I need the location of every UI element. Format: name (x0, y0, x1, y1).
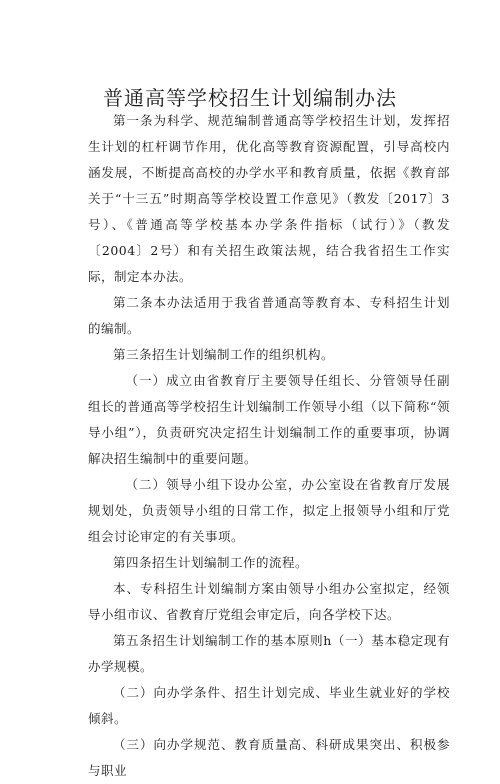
article-1-paragraph: 第一条为科学、规范编制普通高等学校招生计划，发挥招生计划的杠杆调节作用，优化高等教育资源配置，引导高校内涵发展，不断提高高校的办学水平和教育质量，依据《教育部关于“十三五”时期高等学校设置工作意见》（教发〔2017〕3号）、《普通高等学校基本办学条件指标（试行）》（教发〔2004〕2号）和有关招生政策法规，结合我省招生工作实际，制定本办法。 (88, 113, 450, 284)
article-3-paragraph: 第三条招生计划编制工作的组织机构。 (113, 347, 335, 362)
article-3-item-2: （二）领导小组下设办公室，办公室设在省教育厅发展规划处，负责领导小组的日常工作，拟定上报领导小组和厅党组会讨论审定的有关事项。 (88, 477, 450, 544)
article-4-paragraph: 第四条招生计划编制工作的流程。 (113, 555, 309, 570)
article-5-item-2: （二）向办学条件、招生计划完成、毕业生就业好的学校倾斜。 (88, 685, 450, 726)
article-3-item-1: （一）成立由省教育厅主要领导任组长、分管领导任副组长的普通高等学校招生计划编制工作领导小组（以下简称“领导小组”），负责研究决定招生计划编制工作的重要事项，协调解决招生编制中的重要问题。 (88, 373, 450, 466)
article-5-paragraph: 第五条招生计划编制工作的基本原则h（一）基本稳定现有办学规模。 (88, 633, 450, 674)
document-body (88, 108, 450, 784)
article-5-item-3: （三）向办学规范、教育质量高、科研成果突出、积极参与职业 (88, 737, 450, 778)
article-2-paragraph: 第二条本办法适用于我省普通高等教育本、专科招生计划的编制。 (88, 295, 450, 336)
article-4-detail: 本、专科招生计划编制方案由领导小组办公室拟定，经领导小组市议、省教育厅党组会审定后，向各学校下达。 (88, 581, 450, 622)
document-title: 普通高等学校招生计划编制办法 (103, 86, 397, 110)
